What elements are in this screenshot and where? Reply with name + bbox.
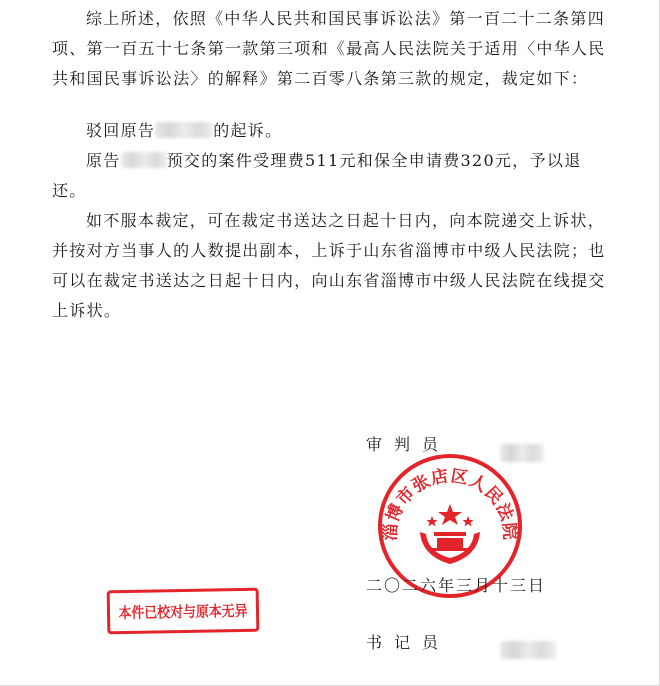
redacted-plaintiff-name [155, 122, 213, 138]
ruling-text-after: 的起诉。 [213, 121, 283, 140]
refund-text-before: 原告 [86, 151, 121, 170]
paragraph-conclusion: 综上所述，依照《中华人民共和国民事诉讼法》第一百二十二条第四项、第一百五十七条第一款第三项和《最高人民法院关于适用〈中华人民共和国民事诉讼法〉的解释》第二百零八条第三款的规定，裁定如下： [52, 9, 606, 88]
seal-text: 淄博市张店区人民法院 [380, 466, 520, 542]
certification-stamp [107, 588, 260, 635]
redacted-plaintiff-name-2 [121, 152, 167, 168]
clerk-label: 书记员 [366, 633, 451, 652]
stamp-text: 本件已校对与原本无异 [118, 601, 248, 622]
judge-label: 审判员 [366, 435, 451, 454]
clerk-line [366, 630, 450, 653]
ruling-text-before: 驳回原告 [86, 121, 156, 140]
redacted-clerk-name [500, 641, 556, 659]
paragraph-ruling [52, 116, 607, 146]
paragraph-appeal: 如不服本裁定，可在裁定书送达之日起十日内，向本院递交上诉状，并按对方当事人的人数提出副本，上诉于山东省淄博市中级人民法院；也可以在裁定书送达之日起十日内，向山东省淄博市中级人民法院在线提交上诉状。 [52, 211, 606, 320]
ruling-date: 二〇二六年三月十三日 [366, 576, 547, 595]
national-emblem-icon [420, 504, 480, 564]
paragraph-refund [52, 146, 607, 206]
refund-text-after: 预交的案件受理费511元和保全申请费320元，予以退还。 [52, 151, 582, 200]
